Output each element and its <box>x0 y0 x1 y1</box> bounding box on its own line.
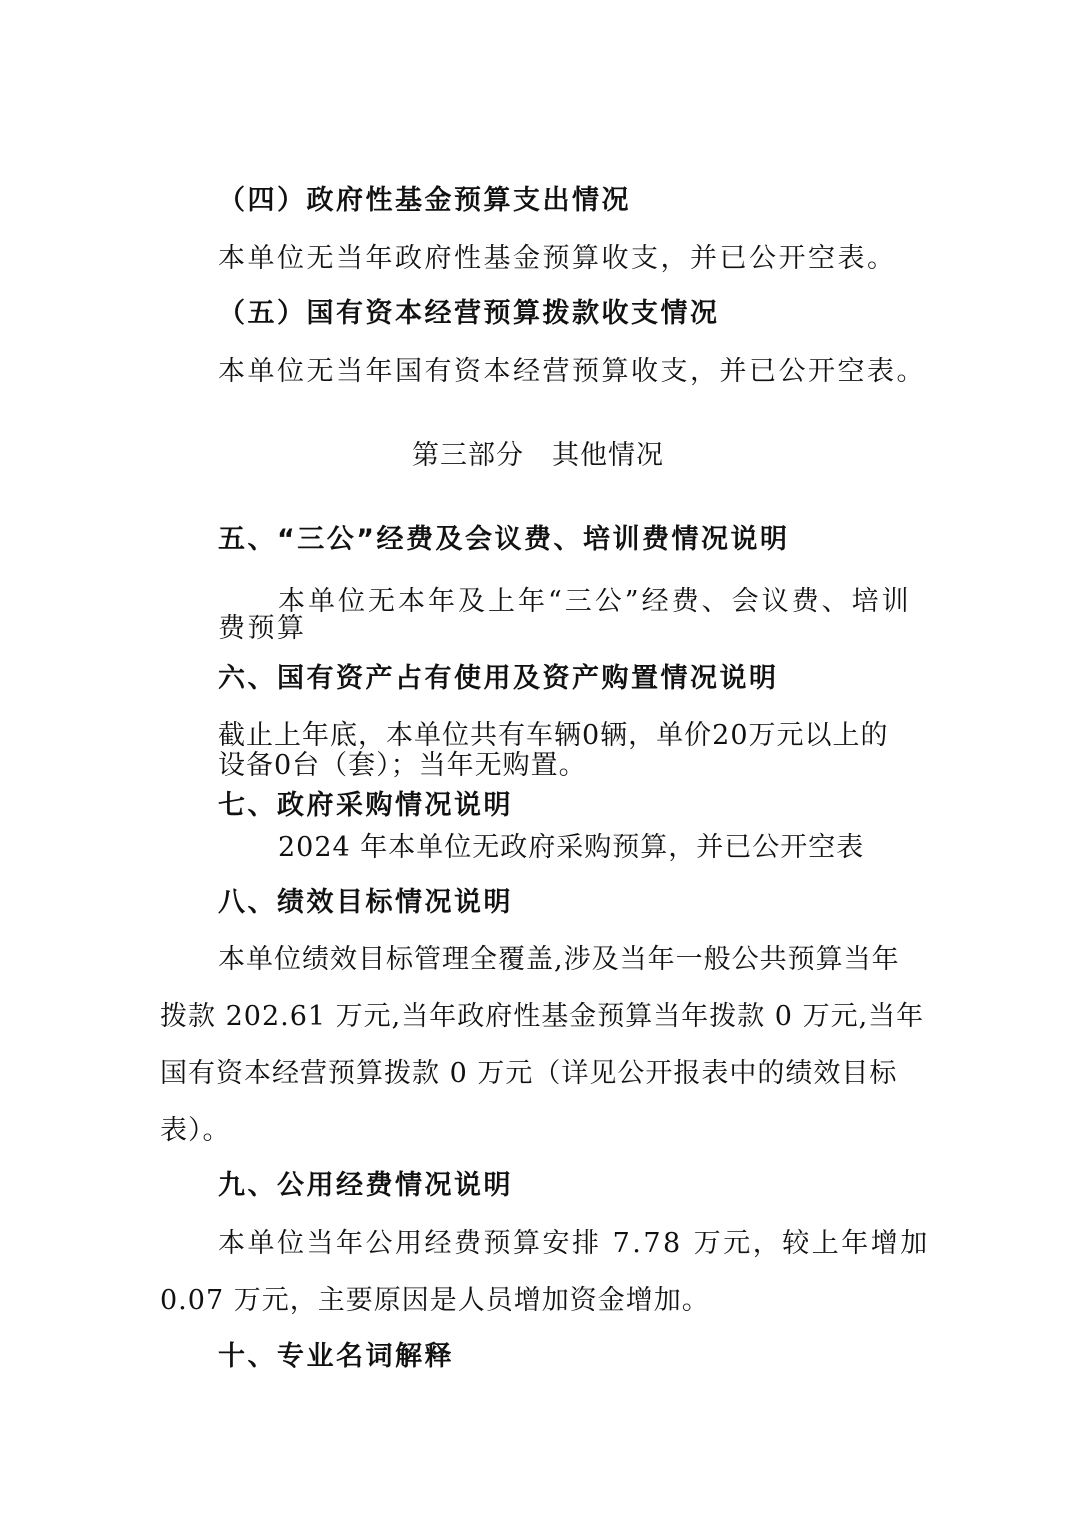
three-public-text-line2: 费预算 <box>218 613 307 644</box>
performance-text-line2: 拨款 202.61 万元,当年政府性基金预算当年拨款 0 万元,当年 <box>160 1001 925 1032</box>
performance-text-line4: 表）。 <box>160 1115 231 1146</box>
section-heading-terms: 十、专业名词解释 <box>218 1341 454 1372</box>
three-public-text-line1: 本单位无本年及上年“三公”经费、会议费、培训 <box>278 586 912 617</box>
section-heading-procurement: 七、政府采购情况说明 <box>218 790 513 821</box>
performance-text-line1: 本单位绩效目标管理全覆盖,涉及当年一般公共预算当年 <box>218 944 900 975</box>
section-heading-public-funds: 九、公用经费情况说明 <box>218 1170 513 1201</box>
section-heading-gov-fund: （四）政府性基金预算支出情况 <box>218 185 631 216</box>
public-funds-text-line1: 本单位当年公用经费预算安排 7.78 万元，较上年增加 <box>218 1228 930 1259</box>
assets-text-line2: 设备0台（套）；当年无购置。 <box>218 750 587 781</box>
section-heading-three-public: 五、“三公”经费及会议费、培训费情况说明 <box>218 524 790 555</box>
performance-text-line3: 国有资本经营预算拨款 0 万元（详见公开报表中的绩效目标 <box>160 1058 898 1089</box>
public-funds-text-line2: 0.07 万元，主要原因是人员增加资金增加。 <box>160 1285 710 1316</box>
section-heading-performance: 八、绩效目标情况说明 <box>218 887 513 918</box>
assets-text-line1: 截止上年底，本单位共有车辆0辆，单价20万元以上的 <box>218 720 889 751</box>
section-heading-assets: 六、国有资产占有使用及资产购置情况说明 <box>218 663 779 694</box>
section-text-gov-fund: 本单位无当年政府性基金预算收支，并已公开空表。 <box>218 243 897 274</box>
part-three-title: 第三部分 其他情况 <box>412 440 664 471</box>
procurement-text: 2024 年本单位无政府采购预算，并已公开空表 <box>278 832 865 863</box>
section-text-state-capital: 本单位无当年国有资本经营预算收支，并已公开空表。 <box>218 356 926 387</box>
section-heading-state-capital: （五）国有资本经营预算拨款收支情况 <box>218 298 720 329</box>
